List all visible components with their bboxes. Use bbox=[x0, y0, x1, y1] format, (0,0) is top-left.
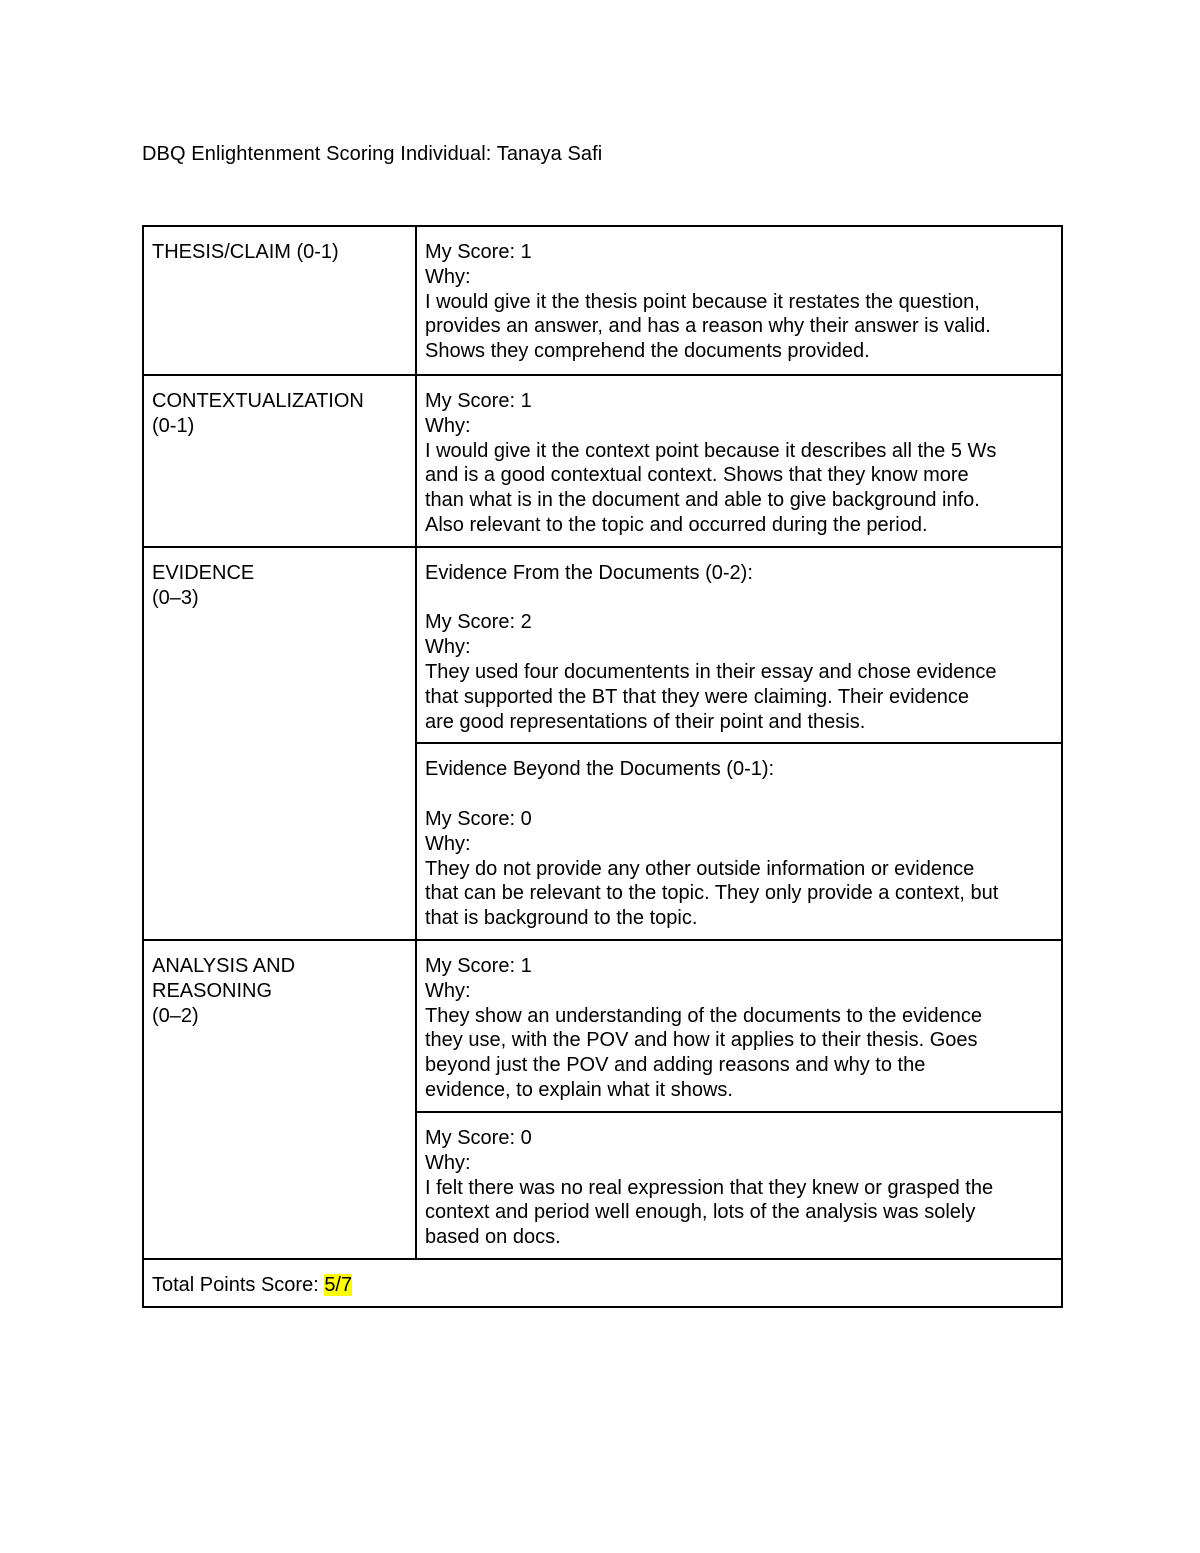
evidence-from-documents-why-line: that supported the BT that they were claiming. Their evidence bbox=[425, 685, 970, 708]
analysis-category-label: REASONING bbox=[152, 979, 273, 1002]
thesis-score: My Score: 1 bbox=[425, 241, 532, 263]
evidence-from-documents-why-line: They used four documentents in their essay and chose evidence bbox=[425, 660, 997, 683]
thesis-why-line: provides an answer, and has a reason why their answer is valid. bbox=[425, 315, 991, 338]
evidence-beyond-documents-why-line: They do not provide any other outside information or evidence bbox=[425, 857, 975, 880]
contextualization-score: My Score: 1 bbox=[425, 390, 532, 412]
analysis-why-line: beyond just the POV and adding reasons and why to the bbox=[425, 1054, 926, 1077]
evidence-documents-row bbox=[143, 547, 1062, 744]
complexity-why-label: Why: bbox=[425, 1151, 471, 1174]
analysis-score-cell-2 bbox=[416, 1112, 1062, 1259]
evidence-from-documents-score: My Score: 2 bbox=[425, 611, 532, 634]
spacer bbox=[425, 586, 1053, 611]
total-row bbox=[143, 1259, 1062, 1307]
contextualization-category-cell bbox=[143, 375, 416, 547]
thesis-why-label: Why: bbox=[425, 265, 471, 288]
analysis-row-1 bbox=[143, 940, 1062, 1112]
complexity-why-line: context and period well enough, lots of the analysis was solely bbox=[425, 1201, 976, 1224]
analysis-why-line: They show an understanding of the documents to the evidence bbox=[425, 1004, 983, 1027]
analysis-why-line: they use, with the POV and how it applies to their thesis. Goes bbox=[425, 1029, 978, 1052]
contextualization-why-line: Also relevant to the topic and occurred during the period. bbox=[425, 513, 928, 536]
analysis-why-line: evidence, to explain what it shows. bbox=[425, 1078, 733, 1101]
evidence-beyond-documents-why-line: that is background to the topic. bbox=[425, 907, 698, 930]
evidence-beyond-documents-heading: Evidence Beyond the Documents (0-1): bbox=[425, 758, 775, 781]
spacer bbox=[425, 782, 1053, 807]
analysis-score: My Score: 1 bbox=[425, 954, 532, 977]
analysis-score-cell-1 bbox=[416, 940, 1062, 1112]
contextualization-row bbox=[143, 375, 1062, 547]
contextualization-why-line: and is a good contextual context. Shows that they know more bbox=[425, 464, 969, 487]
analysis-category-cell bbox=[143, 940, 416, 1259]
complexity-score: My Score: 0 bbox=[425, 1126, 532, 1149]
thesis-category-cell bbox=[143, 226, 416, 375]
analysis-points-range: (0–2) bbox=[152, 1004, 199, 1027]
document-title: DBQ Enlightenment Scoring Individual: Tanaya Safi bbox=[142, 143, 603, 165]
evidence-from-documents-why-label: Why: bbox=[425, 636, 471, 659]
thesis-category-label: THESIS/CLAIM (0-1) bbox=[152, 241, 339, 263]
thesis-row bbox=[143, 226, 1062, 375]
contextualization-why-label: Why: bbox=[425, 414, 471, 437]
contextualization-score-cell bbox=[416, 375, 1062, 547]
total-points-label: Total Points Score: bbox=[152, 1273, 325, 1296]
total-points-value: 5/7 bbox=[324, 1273, 353, 1296]
analysis-category-label: ANALYSIS AND bbox=[152, 954, 296, 977]
scoring-rubric-table bbox=[142, 225, 1063, 1308]
evidence-points-range: (0–3) bbox=[152, 586, 199, 609]
contextualization-why-line: I would give it the context point because it describes all the 5 Ws bbox=[425, 439, 997, 462]
analysis-why-label: Why: bbox=[425, 979, 471, 1002]
complexity-why-line: based on docs. bbox=[425, 1226, 561, 1249]
total-points-cell bbox=[143, 1259, 1062, 1307]
evidence-beyond-documents-cell bbox=[416, 743, 1062, 940]
evidence-beyond-documents-why-line: that can be relevant to the topic. They only provide a context, but bbox=[425, 882, 999, 905]
thesis-why-line: I would give it the thesis point because it restates the question, bbox=[425, 290, 980, 313]
evidence-beyond-documents-why-label: Why: bbox=[425, 832, 471, 855]
evidence-from-documents-why-line: are good representations of their point and thesis. bbox=[425, 710, 866, 733]
evidence-from-documents-heading: Evidence From the Documents (0-2): bbox=[425, 561, 753, 584]
contextualization-category-label: CONTEXTUALIZATION bbox=[152, 390, 364, 412]
contextualization-points-range: (0-1) bbox=[152, 414, 195, 437]
evidence-from-documents-cell bbox=[416, 547, 1062, 744]
evidence-category-cell bbox=[143, 547, 416, 940]
evidence-beyond-documents-score: My Score: 0 bbox=[425, 807, 532, 830]
thesis-why-line: Shows they comprehend the documents provided. bbox=[425, 340, 870, 363]
thesis-score-cell bbox=[416, 226, 1062, 375]
complexity-why-line: I felt there was no real expression that they knew or grasped the bbox=[425, 1176, 994, 1199]
evidence-category-label: EVIDENCE bbox=[152, 561, 255, 584]
contextualization-why-line: than what is in the document and able to give background info. bbox=[425, 489, 980, 512]
